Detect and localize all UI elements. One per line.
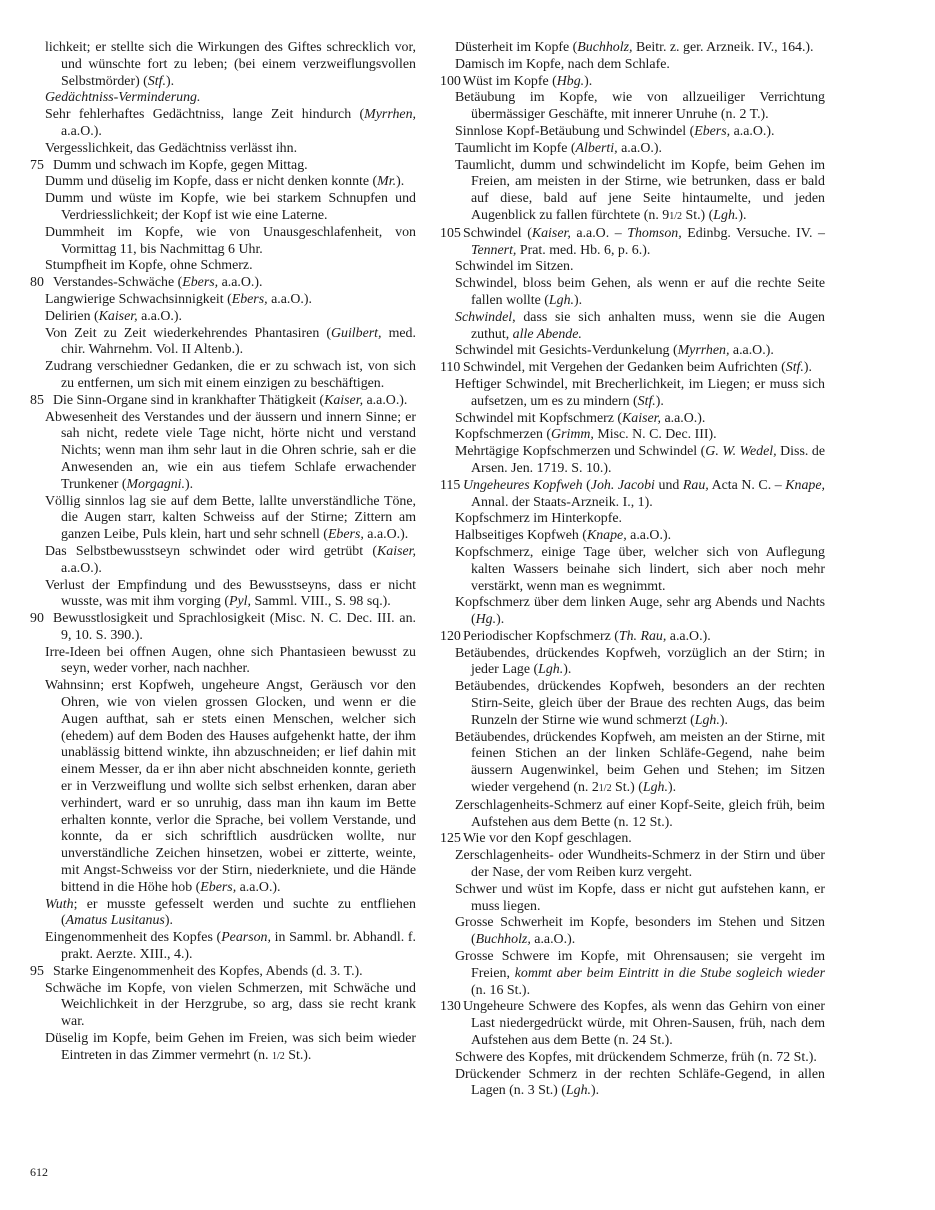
entry-text: Betäubendes, drückendes Kopfweh, am meisten an der Stirne, mit feinen Stichen an der linken Schläfe-Gegend, nahe beim äussern Augenwinkel, beim Gehen und Stehen; im Sitzen wieder vergehend (n. 2 (455, 729, 825, 796)
symptom-entry (440, 124, 825, 141)
entry-text: a.a.O. – (570, 225, 628, 241)
entry-text: Misc. N. C. Dec. III). (593, 427, 717, 443)
entry-text: ). (396, 174, 405, 190)
symptom-entry (30, 393, 416, 410)
symptom-entry (30, 678, 416, 896)
entry-text: , dass sie sich anhalten muss, wenn sie die Augen zuthut, (471, 309, 825, 342)
fraction: 1/2 (272, 1050, 285, 1062)
entry-text: Völlig sinnlos lag sie auf dem Bette, lallte unverständliche Töne, die Augen starr, kalten Schweiss auf der Stirne; Zittern am ganzen Leibe, Puls klein, hart und sehr schnell ( (45, 493, 416, 543)
italic-text: kommt aber beim Eintritt in die Stube sogleich wieder (514, 965, 825, 981)
entry-text: Wüst im Kopfe ( (463, 73, 557, 89)
italic-text: Myrrhen, (677, 343, 730, 359)
italic-text: Alberti, (575, 140, 618, 156)
entry-text: med. chir. Wahrnehm. Vol. II Altenb.). (61, 325, 416, 358)
symptom-entry (30, 611, 416, 645)
italic-text: Gedächtniss-Verminderung. (45, 90, 201, 106)
symptom-entry (30, 897, 416, 931)
entry-text: Bewusstlosigkeit und Sprachlosigkeit (Misc. N. C. Dec. III. an. 9, 10. S. 390.). (53, 611, 416, 643)
fraction: 1/2 (598, 783, 612, 795)
entry-text: Schwindel im Sitzen. (455, 259, 574, 275)
symptom-entry (440, 511, 825, 528)
symptom-entry (440, 831, 825, 848)
italic-text: Kaiser, (98, 308, 138, 324)
symptom-entry (440, 259, 825, 276)
italic-text: G. W. Wedel, (705, 444, 777, 460)
symptom-entry (440, 545, 825, 595)
entry-number: 100 (440, 73, 461, 89)
entry-text: a.a.O.). (61, 123, 102, 139)
symptom-entry (30, 174, 416, 191)
italic-text: Wuth (45, 896, 74, 912)
italic-text: Lgh. (565, 1083, 591, 1099)
entry-text: Damisch im Kopfe, nach dem Schlafe. (455, 56, 670, 72)
italic-text: Knape, (785, 477, 826, 493)
entry-text: ). (719, 712, 728, 728)
symptom-entry (440, 158, 825, 226)
italic-text: Pearson, (221, 930, 271, 946)
symptom-entry (440, 595, 825, 629)
entry-text: Kopfschmerz im Hinterkopfe. (455, 511, 623, 527)
italic-text: Tennert, (471, 242, 517, 258)
entry-text: Sehr fehlerhaftes Gedächtniss, lange Zeit hindurch ( (45, 107, 365, 123)
symptom-entry (440, 999, 825, 1049)
entry-text: a.a.O.). (661, 410, 706, 426)
entry-text: a.a.O.). (218, 275, 263, 291)
entry-text: und (654, 477, 683, 493)
fraction: 1/2 (669, 210, 683, 222)
symptom-entry (30, 578, 416, 612)
symptom-entry (440, 882, 825, 916)
entry-text: ). (667, 780, 677, 796)
symptom-entry (440, 848, 825, 882)
entry-text: Langwierige Schwachsinnigkeit ( (45, 291, 232, 307)
entry-text: Betäubendes, drückendes Kopfweh, besonders an der rechten Stirn-Seite, gleich über der Braue des rechten Augs, das beim Runzeln der Stirne wie wund schmerzt ( (455, 679, 825, 728)
entry-text: Schwindel, bloss beim Gehen, als wenn er auf die rechte Seite fallen wollte ( (455, 276, 825, 308)
italic-text: Amatus Lusitanus (65, 913, 165, 929)
symptom-entry (440, 528, 825, 545)
entry-text: a.a.O.). (363, 527, 409, 543)
symptom-entry (440, 40, 825, 57)
italic-text: Schwindel (455, 309, 513, 325)
entry-text: Zudrang verschiedner Gedanken, die er zu schwach ist, von sich zu entfernen, um sich mit einem einzigen zu beschäftigen. (45, 359, 416, 391)
entry-text: a.a.O.). (137, 308, 182, 324)
entry-text: Samml. VIII., S. 98 sq.). (250, 594, 391, 610)
entry-text: ). (164, 913, 173, 929)
italic-text: Buchholz, (577, 40, 633, 55)
symptom-entry (440, 915, 825, 949)
symptom-entry (440, 343, 825, 360)
page-number: 612 (30, 1165, 48, 1179)
symptom-entry (440, 276, 825, 310)
entry-text: a.a.O.). (666, 628, 711, 644)
symptom-entry (440, 226, 825, 260)
italic-text: Pyl, (228, 594, 251, 610)
symptom-entry (30, 981, 416, 1031)
entry-text: ). (738, 207, 747, 223)
symptom-entry (30, 107, 416, 141)
italic-text: Guilbert, (330, 325, 382, 341)
symptom-entry (440, 310, 825, 344)
entry-text: ). (584, 73, 593, 89)
left-column (30, 40, 416, 1066)
entry-text: a.a.O.). (236, 879, 281, 895)
italic-text: Ebers, (200, 879, 237, 895)
symptom-entry (440, 646, 825, 680)
entry-text: Grosse Schwerheit im Kopfe, besonders im Stehen und Sitzen ( (455, 915, 825, 948)
entry-text: Schwer und wüst im Kopfe, dass er nicht gut aufstehen kann, er muss liegen. (455, 881, 825, 914)
entry-text: Schwindel ( (463, 225, 532, 241)
entry-text: St.) ( (611, 780, 643, 796)
entry-text: Starke Eingenommenheit des Kopfes, Abends (d. 3. T.). (53, 963, 363, 979)
italic-text: Kaiser, (622, 410, 662, 426)
italic-text: Joh. Jacobi (590, 477, 655, 493)
entry-text: Düselig im Kopfe, beim Gehen im Freien, was sich beim wieder Eintreten in das Zimmer vermehrt (n. (45, 1031, 416, 1063)
symptom-entry (30, 544, 416, 578)
symptom-entry (30, 309, 416, 326)
entry-text: Grosse Schwere im Kopfe, mit Ohrensausen; sie vergeht im Freien, (455, 949, 825, 981)
symptom-entry (440, 478, 825, 512)
entry-text: ). (496, 612, 505, 628)
entry-number: 125 (440, 831, 461, 847)
italic-text: alle Abende. (512, 326, 582, 342)
italic-text: Stf. (147, 73, 166, 89)
entry-text: ). (591, 1083, 600, 1099)
entry-text: Verlust der Empfindung und des Bewusstseyns, dass er nicht wusste, was mit ihm vorging ( (45, 577, 416, 610)
symptom-entry (440, 1067, 825, 1101)
entry-text: Taumlicht, dumm und schwindelicht im Kopfe, beim Gehen im Freien, am meisten in der Stirne, wie betrunken, dass er bald auf diese, bald auf jene Seite hintaumelte, und jeden Augenblick zu fallen fürchtete (n. 9 (455, 157, 825, 223)
entry-text: Dumm und düselig im Kopfe, dass er nicht denken konnte ( (45, 174, 378, 190)
entry-number: 80 (30, 275, 44, 291)
italic-text: Kaiser, (377, 543, 416, 559)
italic-text: Ungeheures Kopfweh (463, 477, 583, 493)
entry-text: lichkeit; er stellte sich die Wirkungen des Giftes schrecklich vor, und wünschte fort zu leben; (bei einem verzweiflungsvollen Selbstmörder) ( (45, 40, 416, 89)
entry-text: a.a.O.). (626, 528, 672, 544)
symptom-entry (30, 494, 416, 544)
symptom-entry (30, 158, 416, 175)
entry-text: a.a.O.). (729, 343, 774, 359)
symptom-entry (440, 730, 825, 798)
italic-text: Hg. (475, 612, 497, 628)
symptom-entry (30, 1031, 416, 1066)
entry-text: a.a.O.). (267, 291, 312, 307)
entry-text: Dummheit im Kopfe, wie von Unausgeschlafenheit, von Vormittag 11, bis Nachmittag 6 Uhr. (45, 224, 416, 257)
italic-text: Buchholz, (475, 932, 531, 948)
entry-text: a.a.O.). (61, 560, 102, 576)
italic-text: Myrrhen, (364, 107, 416, 123)
symptom-entry (440, 798, 825, 832)
entry-text: Prat. med. Hb. 6, p. 6.). (516, 242, 651, 258)
right-column (440, 40, 825, 1100)
entry-text: Drückender Schmerz in der rechten Schläfe-Gegend, in allen Lagen (n. 3 St.) ( (455, 1066, 825, 1099)
entry-text: a.a.O.). (730, 123, 775, 139)
entry-text: Vergesslichkeit, das Gedächtniss verlässt ihn. (45, 140, 298, 156)
entry-text: Kopfschmerz über dem linken Auge, sehr arg Abends und Nachts ( (455, 595, 825, 628)
entry-text: Schwere des Kopfes, mit drückendem Schmerze, früh (n. 72 St.). (455, 1049, 817, 1065)
italic-text: Stf. (637, 393, 656, 409)
entry-text: Delirien ( (45, 308, 99, 324)
symptom-entry (440, 1050, 825, 1067)
italic-text: Mr. (377, 174, 397, 190)
italic-text: Lgh. (538, 662, 564, 678)
entry-text: Annal. der Staats-Arzneik. I., 1). (471, 494, 653, 510)
symptom-entry (440, 949, 825, 999)
entry-text: Zerschlagenheits- oder Wundheits-Schmerz in der Stirn und über der Nase, der vom Reiben kurz vergeht. (455, 848, 825, 881)
italic-text: Grimm, (551, 427, 594, 443)
entry-text: ( (582, 477, 591, 493)
symptom-entry (440, 377, 825, 411)
symptom-entry (30, 930, 416, 964)
italic-text: Lgh. (642, 780, 668, 796)
entry-text: Periodischer Kopfschmerz ( (463, 628, 619, 644)
symptom-entry (440, 411, 825, 428)
entry-text: ). (574, 292, 583, 308)
symptom-entry (440, 360, 825, 377)
italic-text: Thomson, (627, 225, 682, 241)
entry-text: Schwäche im Kopfe, von vielen Schmerzen, mit Schwäche und Weichlichkeit in der Herzgrube, so arg, dass sie recht krank war. (45, 980, 416, 1030)
italic-text: Lgh. (694, 712, 720, 728)
entry-text: Mehrtägige Kopfschmerzen und Schwindel ( (455, 444, 706, 460)
entry-text: Abwesenheit des Verstandes und der äussern und innern Sinne; er sah nicht, redete viele Tage nicht, hörte nicht und verstand Nichts; wenn man ihm sehr laut in die Ohren schrie, sah er die Anwesenden an, wie ein aus tiefem Schlafe erwachender Trunkener ( (45, 409, 416, 492)
entry-text: Halbseitiges Kopfweh ( (455, 528, 587, 544)
entry-text: Wie vor den Kopf geschlagen. (463, 831, 632, 847)
symptom-entry (30, 141, 416, 158)
italic-text: Hbg. (556, 73, 585, 89)
italic-text: Ebers, (694, 123, 731, 139)
entry-text: St.) ( (682, 207, 714, 223)
entry-text: Ungeheure Schwere des Kopfes, als wenn das Gehirn von einer Last niedergedrückt würde, mit Ohren-Sausen, früh, nach dem Aufstehen aus dem Bette (n. 24 St.). (463, 999, 825, 1049)
symptom-entry (30, 225, 416, 259)
symptom-entry (440, 141, 825, 158)
italic-text: Lgh. (713, 207, 739, 223)
entry-text: Kopfschmerzen ( (455, 427, 552, 443)
italic-text: Th. Rau, (618, 628, 667, 644)
italic-text: Ebers, (231, 291, 268, 307)
entry-text: Die Sinn-Organe sind in krankhafter Thätigkeit ( (53, 392, 325, 408)
entry-text: ). (803, 360, 812, 376)
symptom-entry (440, 57, 825, 74)
symptom-entry (440, 444, 825, 478)
entry-text: a.a.O.). (363, 392, 408, 408)
entry-text: ). (185, 476, 194, 492)
entry-number: 120 (440, 628, 461, 644)
entry-text: Diss. de Arsen. Jen. 1719. S. 10.). (471, 444, 825, 476)
entry-text: Irre-Ideen bei offnen Augen, ohne sich Phantasieen bewusst zu seyn, weder vorher, nach nachher. (45, 644, 416, 677)
entry-text: Acta N. C. – (708, 477, 786, 493)
italic-text: Stf. (785, 360, 804, 376)
entry-text: Beitr. z. ger. Arzneik. IV., 164.). (632, 40, 814, 55)
symptom-entry (440, 427, 825, 444)
symptom-entry (30, 359, 416, 393)
entry-text: (n. 16 St.). (471, 982, 531, 998)
symptom-entry (30, 191, 416, 225)
entry-number: 105 (440, 225, 461, 241)
entry-text: Sinnlose Kopf-Betäubung und Schwindel ( (455, 123, 695, 139)
entry-text: Verstandes-Schwäche ( (53, 275, 183, 291)
entry-text: a.a.O.). (530, 932, 576, 948)
entry-text: Stumpfheit im Kopfe, ohne Schmerz. (45, 258, 253, 274)
italic-text: Kaiser, (324, 392, 364, 408)
symptom-entry (30, 258, 416, 275)
entry-number: 110 (440, 360, 461, 376)
italic-text: Morgagni. (126, 476, 185, 492)
entry-text: ). (563, 662, 572, 678)
entry-text: ). (655, 393, 664, 409)
entry-number: 75 (30, 157, 44, 173)
symptom-entry (30, 964, 416, 981)
italic-text: Rau, (682, 477, 709, 493)
italic-text: Knape, (586, 528, 627, 544)
italic-text: Lgh. (548, 292, 575, 308)
entry-number: 130 (440, 999, 461, 1015)
entry-text: a.a.O.). (617, 140, 662, 156)
symptom-entry (440, 90, 825, 124)
entry-number: 85 (30, 392, 44, 408)
symptom-entry (30, 90, 416, 107)
symptom-entry (30, 326, 416, 360)
entry-text: Wahnsinn; erst Kopfweh, ungeheure Angst, Geräusch vor den Ohren, wie von vielen grossen Glocken, und wenn er die Augen aufthat, sah er stets einen Menschen, welcher sich (ehedem) auf dem Boden des Hauses aufgehenkt hatte, der ihm unablässig bittend winkte, ihn abzuschneiden; er lief dahin mit einem Messer, da er ihn aber nicht abschneiden konnte, gerieth er in Verzweiflung und wollte sich selbst erhenken, daran aber verhindert, ward er so unruhig, dass man ihn kaum im Bette erhalten konnte, verlor die Sprache, bei vollem Verstande, und konnte, da er sich schriftlich ausdrücken wollte, nur unverständliche Zeichen hinsetzen, wobei er zitterte, weinte, mit Angst-Schweiss vor der Stirn, niederkniete, und die Hände bittend in die Höhe hob ( (45, 678, 416, 895)
symptom-entry (30, 645, 416, 679)
entry-text: St.). (284, 1047, 312, 1063)
italic-text: Kaiser, (531, 225, 571, 241)
entry-text: Das Selbstbewusstseyn schwindet oder wird getrübt ( (45, 543, 378, 559)
italic-text: Ebers, (327, 527, 364, 543)
entry-text: Düsterheit im Kopfe ( (455, 40, 578, 55)
entry-text: Von Zeit zu Zeit wiederkehrendes Phantasiren ( (45, 325, 331, 341)
entry-number: 90 (30, 611, 44, 627)
entry-text: Kopfschmerz, einige Tage über, welcher sich von Auflegung kalten Wassers beinahe sich lindert, sich aber noch mehr verstärkt, wenn man es wegnimmt. (455, 544, 825, 594)
entry-text: Schwindel mit Gesichts-Verdunkelung ( (455, 343, 678, 359)
entry-text: Dumm und schwach im Kopfe, gegen Mittag. (53, 157, 308, 173)
entry-text: Betäubendes, drückendes Kopfweh, vorzüglich an der Stirn; in jeder Lage ( (455, 645, 825, 678)
symptom-entry (30, 275, 416, 292)
entry-text: in Samml. br. Abhandl. f. prakt. Aerzte. XIII., 4.). (61, 930, 416, 963)
entry-text: Schwindel, mit Vergehen der Gedanken beim Aufrichten ( (463, 360, 786, 376)
symptom-entry (30, 410, 416, 494)
entry-text: Eingenommenheit des Kopfes ( (45, 930, 222, 946)
symptom-entry (440, 74, 825, 91)
entry-text: Heftiger Schwindel, mit Brecherlichkeit, im Liegen; er muss sich aufsetzen, um es zu mindern ( (455, 376, 825, 409)
entry-text: Dumm und wüste im Kopfe, wie bei starkem Schnupfen und Verdriesslichkeit; der Kopf ist wie eine Laterne. (45, 191, 416, 223)
entry-number: 95 (30, 963, 44, 979)
symptom-entry (30, 40, 416, 90)
entry-text: ; er musste gefesselt werden und suchte zu entfliehen ( (61, 896, 416, 929)
entry-text: Zerschlagenheits-Schmerz auf einer Kopf-Seite, gleich früh, beim Aufstehen aus dem Bette (n. 12 St.). (455, 797, 825, 830)
symptom-entry (440, 629, 825, 646)
entry-number: 115 (440, 477, 461, 493)
entry-text: Schwindel mit Kopfschmerz ( (455, 410, 623, 426)
symptom-entry (30, 292, 416, 309)
entry-text: ). (165, 73, 175, 89)
entry-text: Edinbg. Versuche. IV. – (681, 225, 825, 241)
symptom-entry (440, 679, 825, 729)
italic-text: Ebers, (182, 275, 219, 291)
entry-text: Taumlicht im Kopfe ( (455, 140, 576, 156)
entry-text: Betäubung im Kopfe, wie von allzueiliger Verrichtung übermässiger Geschäfte, mit innerer Unruhe (n. 2 T.). (455, 90, 825, 123)
